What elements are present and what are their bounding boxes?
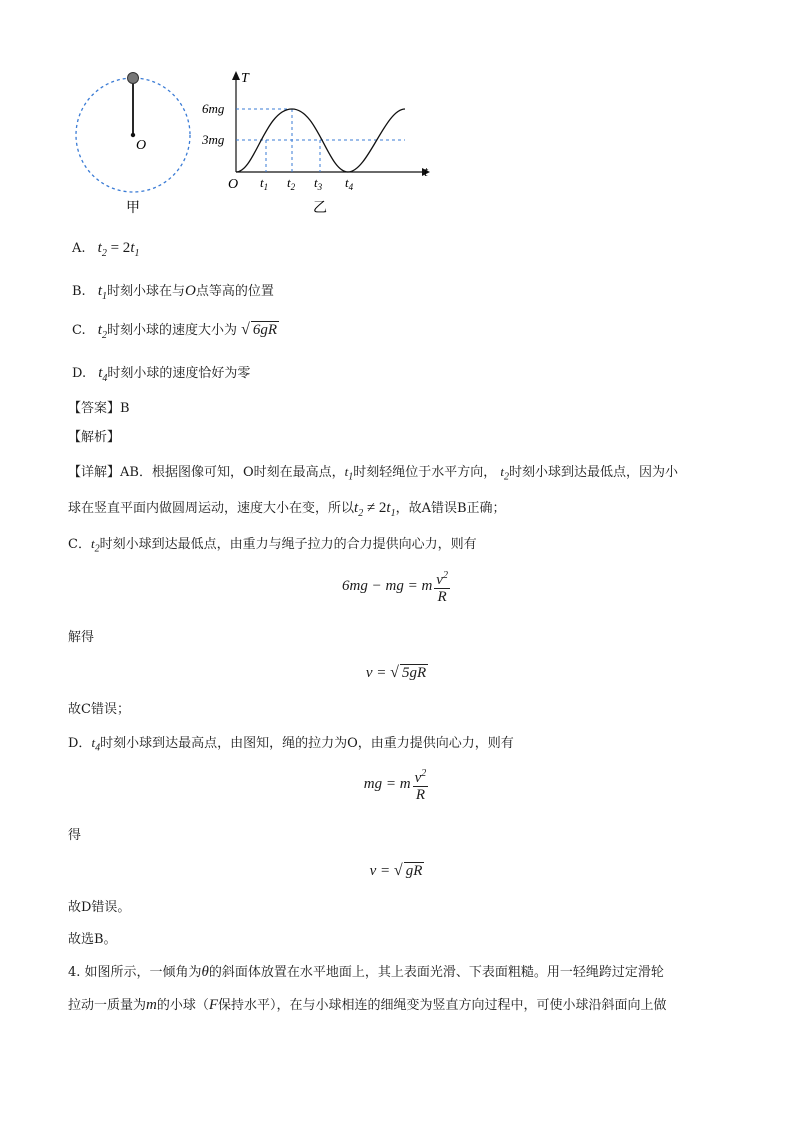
equation-4: v = √ gR (369, 862, 423, 879)
yi-label: 乙 (313, 200, 327, 216)
option-a: A. $t_2 = 2t_1$ (72, 240, 140, 259)
axis-T-label: T (241, 71, 249, 86)
equation-1: 6mg − mg = m $\frac{v^2}{R}$ (342, 570, 448, 605)
detail-line-2: 球在竖直平面内做圆周运动，速度大小在变，所以$t_2 \ne 2t_1$，故A错误B正确； (68, 500, 506, 519)
q4-line-2: 拉动一质量为m的小球（F保持水平），在与小球相连的细绳变为竖直方向过程中，可使小球沿斜面向上做 (68, 997, 667, 1013)
detail-line-3: C．$t_2$时刻小球到达最低点，由重力与绳子拉力的合力提供向心力，则有 (68, 536, 477, 555)
tick-6mg: 6mg (202, 101, 225, 116)
center-dot (131, 133, 135, 137)
tick-3mg: 3mg (202, 132, 225, 147)
choose-line: 故选B。 (68, 932, 117, 947)
tick-t3: $t_3$ (314, 175, 323, 192)
equation-3: mg = m $\frac{v^2}{R}$ (363, 768, 427, 803)
analysis-label: 【解析】 (68, 430, 121, 445)
axis-t-label: t (424, 165, 428, 180)
option-b: B. $t_1$时刻小球在与O点等高的位置 (72, 283, 274, 302)
tick-t2: $t_2$ (287, 175, 296, 192)
c-wrong: 故C错误； (68, 702, 130, 717)
detail-line-1: 【详解】AB．根据图像可知，O时刻在最高点，$t_1$时刻轻绳位于水平方向， $t_2$时刻小球到达最低点，因为小 (68, 464, 679, 483)
ball (128, 73, 139, 84)
jiede-label: 解得 (68, 630, 95, 645)
center-label: O (136, 138, 147, 153)
origin-label: O (228, 177, 239, 192)
jia-label: 甲 (126, 200, 140, 216)
option-d: D. $t_4$时刻小球的速度恰好为零 (72, 365, 251, 384)
d-wrong: 故D错误。 (68, 900, 131, 915)
de-label: 得 (68, 828, 82, 843)
detail-line-4: D．$t_4$时刻小球到达最高点，由图知，绳的拉力为O，由重力提供向心力，则有 (68, 735, 514, 754)
answer-line: 【答案】B (68, 401, 130, 416)
q4-line-1: 4. 如图所示，一倾角为θ的斜面体放置在水平地面上，其上表面光滑、下表面粗糙。用一轻绳跨过定滑轮 (68, 964, 664, 980)
y-axis-arrow (232, 71, 240, 80)
physics-figure (60, 60, 460, 220)
tick-t1: $t_1$ (260, 175, 269, 192)
option-c: C. $t_2$时刻小球的速度大小为 √ 6gR (72, 321, 278, 341)
tick-t4: $t_4$ (345, 175, 354, 192)
equation-2: v = √ 5gR (365, 664, 427, 681)
